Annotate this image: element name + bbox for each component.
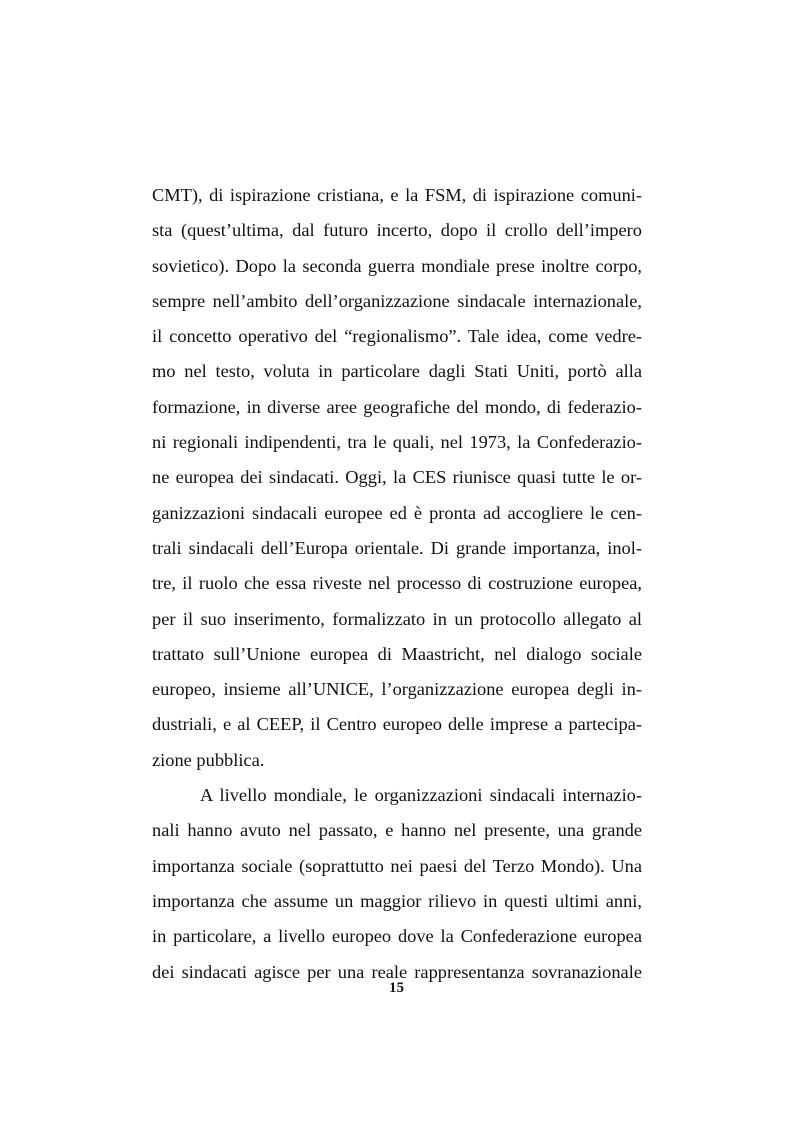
- text-line: trali sindacali dell’Europa orientale. Di grande importanza, inol-: [152, 537, 642, 558]
- body-text: [152, 178, 642, 990]
- page-number: 15: [389, 980, 404, 996]
- text-line: sempre nell’ambito dell’organizzazione sindacale internazionale,: [152, 290, 642, 311]
- text-line: per il suo inserimento, formalizzato in un protocollo allegato al: [152, 608, 642, 629]
- text-line: ni regionali indipendenti, tra le quali, nel 1973, la Confederazio-: [152, 432, 642, 453]
- text-line: ne europea dei sindacati. Oggi, la CES riunisce quasi tutte le or-: [152, 467, 642, 488]
- text-line: formazione, in diverse aree geografiche del mondo, di federazio-: [152, 396, 642, 417]
- text-line: europeo, insieme all’UNICE, l’organizzazione europea degli in-: [152, 679, 642, 700]
- text-line: tre, il ruolo che essa riveste nel processo di costruzione europea,: [152, 573, 642, 594]
- text-line: sovietico). Dopo la seconda guerra mondiale prese inoltre corpo,: [152, 255, 642, 276]
- text-line: A livello mondiale, le organizzazioni sindacali internazio-: [200, 785, 642, 806]
- text-line: importanza sociale (soprattutto nei paesi del Terzo Mondo). Una: [152, 855, 642, 876]
- text-line: importanza che assume un maggior rilievo in questi ultimi anni,: [152, 890, 642, 911]
- text-line: zione pubblica.: [152, 749, 265, 770]
- text-line: il concetto operativo del “regionalismo”. Tale idea, come vedre-: [152, 326, 642, 347]
- text-line: mo nel testo, voluta in particolare dagli Stati Uniti, portò alla: [152, 361, 642, 382]
- text-line: dustriali, e al CEEP, il Centro europeo delle imprese a partecipa-: [152, 714, 642, 735]
- text-line: trattato sull’Unione europea di Maastricht, nel dialogo sociale: [152, 643, 642, 664]
- text-line: ganizzazioni sindacali europee ed è pronta ad accogliere le cen-: [152, 502, 642, 523]
- text-line: dei sindacati agisce per una reale rappresentanza sovranazionale: [152, 961, 642, 982]
- text-line: nali hanno avuto nel passato, e hanno nel presente, una grande: [152, 820, 642, 841]
- text-line: in particolare, a livello europeo dove la Confederazione europea: [152, 926, 642, 947]
- text-line: sta (quest’ultima, dal futuro incerto, dopo il crollo dell’impero: [152, 220, 642, 241]
- text-line: CMT), di ispirazione cristiana, e la FSM, di ispirazione comuni-: [152, 185, 642, 205]
